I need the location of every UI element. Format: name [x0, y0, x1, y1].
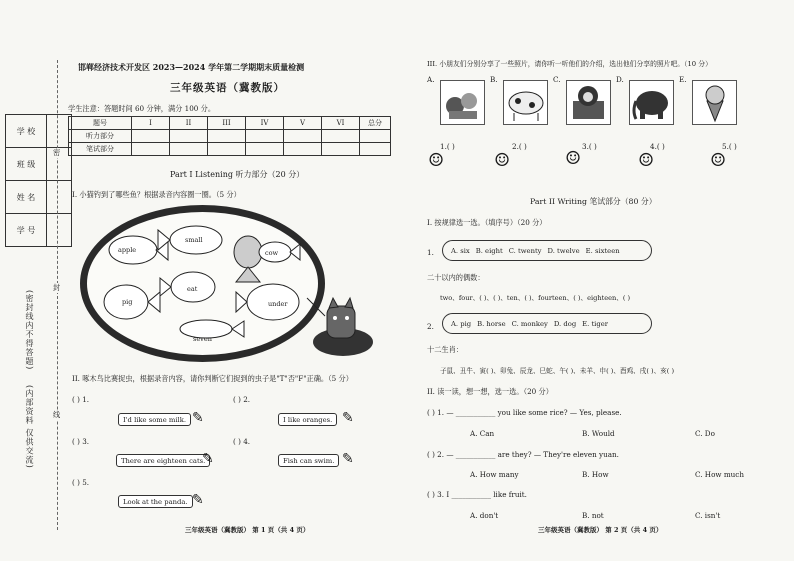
options-row-2	[442, 313, 652, 334]
score-cell[interactable]	[208, 130, 246, 143]
mc-option-3a[interactable]: A. don't	[470, 511, 499, 520]
bug-sentence-4: Fish can swim.	[278, 454, 339, 467]
score-cell[interactable]	[322, 143, 360, 156]
paren-text: ( )	[72, 395, 80, 404]
score-cell[interactable]	[246, 143, 284, 156]
even-numbers-heading: 二十以内的偶数：	[427, 273, 485, 282]
fish-icon[interactable]	[180, 320, 244, 338]
option-label-e: E.	[679, 75, 687, 84]
score-header-cell: II	[170, 117, 208, 130]
part2-heading: Part II Writing 笔试部分（80 分）	[530, 197, 657, 206]
elephant-picture[interactable]	[629, 80, 674, 125]
student-notice: 学生注意：答题时间 60 分钟，满分 100 分。	[68, 104, 216, 113]
woodpecker-icon: ✎	[192, 492, 204, 508]
option-pig: A. pig	[451, 319, 472, 328]
fishing-cat-icon	[305, 296, 375, 358]
seal-line	[57, 60, 58, 530]
elephant-icon	[630, 81, 673, 124]
score-cell[interactable]	[284, 143, 322, 156]
paren-text: ( )	[72, 437, 80, 446]
score-row-label: 笔试部分	[69, 143, 132, 156]
item-number: 2.	[243, 395, 251, 404]
bug-sentence-3: There are eighteen cats.	[116, 454, 210, 467]
answer-paren-2[interactable]	[233, 395, 250, 404]
option-twenty: C. twenty	[508, 246, 542, 255]
q3-answer-3[interactable]: 3.( )	[582, 142, 597, 151]
answer-paren-4[interactable]	[233, 437, 250, 446]
fish-label-seven: seven	[193, 335, 212, 343]
section2-instruction: II. 读一读，想一想，选一选。（20 分）	[427, 387, 553, 396]
score-cell[interactable]	[246, 130, 284, 143]
child-icon: ☺	[428, 150, 445, 171]
part1-heading: Part I Listening 听力部分（20 分）	[170, 170, 305, 179]
score-row-label: 听力部分	[69, 130, 132, 143]
name-field[interactable]	[47, 181, 72, 214]
option-twelve: D. twelve	[547, 246, 580, 255]
footer-page-1: 三年级英语（冀教版） 第 1 页（共 4 页）	[185, 526, 310, 534]
score-cell[interactable]	[170, 143, 208, 156]
q3-answer-2[interactable]: 2.( )	[512, 142, 527, 151]
score-header-cell: V	[284, 117, 322, 130]
label-number: 学 号	[6, 214, 47, 247]
item-number: 3.	[82, 437, 90, 446]
score-table	[68, 116, 391, 156]
label-school: 学 校	[6, 115, 47, 148]
score-cell[interactable]	[170, 130, 208, 143]
score-cell[interactable]	[132, 130, 170, 143]
woodpecker-icon: ✎	[192, 410, 204, 426]
item-number: 4.	[243, 437, 251, 446]
answer-paren-1[interactable]	[72, 395, 89, 404]
bug-sentence-1: I'd like some milk.	[118, 413, 191, 426]
option-tiger: E. tiger	[582, 319, 608, 328]
student-info-table	[5, 114, 72, 247]
row2-number: 2.	[427, 322, 434, 331]
mc-option-3c[interactable]: C. isn't	[695, 511, 721, 520]
seal-char-3: 线	[53, 410, 61, 419]
option-label-d: D.	[616, 75, 624, 84]
section1-instruction: I. 按规律选一选。（填序号）（20 分）	[427, 218, 547, 227]
row1-number: 1.	[427, 248, 434, 257]
mc-option-2c[interactable]: C. How much	[695, 470, 744, 479]
answer-paren-5[interactable]	[72, 478, 89, 487]
mc-option-1c[interactable]: C. Do	[695, 429, 715, 438]
score-cell[interactable]	[322, 130, 360, 143]
child-icon: ☺	[565, 148, 582, 169]
mc-question-2[interactable]: ( ) 2. — ___________ are they? — They're eleven yuan.	[427, 450, 619, 459]
q2-instruction: II. 啄木鸟比赛捉虫，根据录音内容，请你判断它们捉到的虫子是"T"否"F"正确。（5 分）	[72, 374, 353, 383]
score-header-cell: III	[208, 117, 246, 130]
label-class: 班 级	[6, 148, 47, 181]
score-header-cell: 题号	[69, 117, 132, 130]
seal-note: (密封线内不得答题)	[25, 290, 34, 371]
option-six: A. six	[451, 246, 470, 255]
score-cell[interactable]	[132, 143, 170, 156]
score-cell[interactable]	[360, 143, 391, 156]
child-icon: ☺	[494, 150, 511, 171]
mc-option-2b[interactable]: B. How	[582, 470, 609, 479]
cow-picture[interactable]	[503, 80, 548, 125]
exam-subtitle: 三年级英语（冀教版）	[170, 82, 285, 94]
even-numbers-line[interactable]: two、four、( )、( )、ten、( )、fourteen、( )、eighteen、( )	[440, 294, 631, 302]
cow-icon	[504, 81, 547, 124]
item-number: 5.	[82, 478, 90, 487]
dog-picture[interactable]	[566, 80, 611, 125]
icecream-picture[interactable]	[692, 80, 737, 125]
mc-option-2a[interactable]: A. How many	[470, 470, 519, 479]
paren-text: ( )	[72, 478, 80, 487]
bug-sentence-5: Look at the panda.	[118, 495, 193, 508]
food-icon	[441, 81, 484, 124]
mc-question-3[interactable]: ( ) 3. I ___________ like fruit.	[427, 490, 527, 499]
option-eight: B. eight	[475, 246, 503, 255]
mc-question-1[interactable]: ( ) 1. — ___________ you like some rice? — Yes, please.	[427, 408, 622, 417]
zodiac-heading: 十二生肖：	[427, 345, 463, 354]
woodpecker-icon: ✎	[202, 451, 214, 467]
mc-option-3b[interactable]: B. not	[582, 511, 604, 520]
fish-label-pig: pig	[122, 298, 133, 306]
bug-sentence-2: I like oranges.	[278, 413, 337, 426]
score-cell[interactable]	[208, 143, 246, 156]
seal-char-1: 密	[53, 148, 61, 157]
fish-label-small: small	[185, 236, 203, 244]
number-field[interactable]	[47, 214, 72, 247]
q1-instruction: I. 小猫钓到了哪些鱼？根据录音内容圈一圈。（5 分）	[72, 190, 241, 199]
options-row-1	[442, 240, 652, 261]
seal-char-2: 封	[53, 283, 61, 292]
score-cell[interactable]	[284, 130, 322, 143]
q3-instruction: III. 小朋友们分别分享了一些照片，请你听一听他们的介绍，选出他们分享的照片吧。（10 分）	[427, 60, 712, 68]
goldfish-icon[interactable]	[234, 236, 262, 282]
fish-label-under: under	[268, 300, 288, 308]
option-monkey: C. monkey	[511, 319, 548, 328]
zodiac-line[interactable]: 子鼠、丑牛、寅( )、卯兔、辰龙、巳蛇、午( )、未羊、申( )、酉鸡、戌( )、亥( )	[440, 367, 675, 375]
item-number: 1.	[82, 395, 90, 404]
paren-text: ( )	[233, 437, 241, 446]
option-label-b: B.	[490, 75, 498, 84]
option-horse: B. horse	[477, 319, 506, 328]
dog-icon	[567, 81, 610, 124]
option-label-c: C.	[553, 75, 561, 84]
exam-title: 邯郸经济技术开发区 2023—2024 学年第二学期期末质量检测	[78, 62, 305, 72]
answer-paren-3[interactable]	[72, 437, 89, 446]
icecream-icon	[693, 81, 736, 124]
label-name: 姓 名	[6, 181, 47, 214]
fish-label-cow: cow	[265, 249, 279, 257]
score-header-cell: I	[132, 117, 170, 130]
woodpecker-icon: ✎	[342, 451, 354, 467]
q3-answer-1[interactable]: 1.( )	[440, 142, 455, 151]
q3-answer-4[interactable]: 4.( )	[650, 142, 665, 151]
mc-option-1a[interactable]: A. Can	[470, 429, 495, 438]
child-icon: ☺	[638, 150, 655, 171]
child-icon: ☺	[710, 150, 727, 171]
woodpecker-icon: ✎	[342, 410, 354, 426]
score-cell[interactable]	[360, 130, 391, 143]
score-header-cell: 总分	[360, 117, 391, 130]
option-sixteen: E. sixteen	[585, 246, 620, 255]
option-label-a: A.	[427, 75, 435, 84]
paren-text: ( )	[233, 395, 241, 404]
q3-answer-5[interactable]: 5.( )	[722, 142, 737, 151]
footer-page-2: 三年级英语（冀教版） 第 2 页（共 4 页）	[538, 526, 663, 534]
score-header-cell: IV	[246, 117, 284, 130]
option-dog: D. dog	[553, 319, 577, 328]
mc-option-1b[interactable]: B. Would	[582, 429, 615, 438]
score-header-cell: VI	[322, 117, 360, 130]
internal-note: (内部资料 仅供交流)	[25, 385, 34, 469]
fish-label-apple: apple	[118, 246, 137, 254]
fish-label-eat: eat	[187, 285, 198, 293]
food-picture[interactable]	[440, 80, 485, 125]
